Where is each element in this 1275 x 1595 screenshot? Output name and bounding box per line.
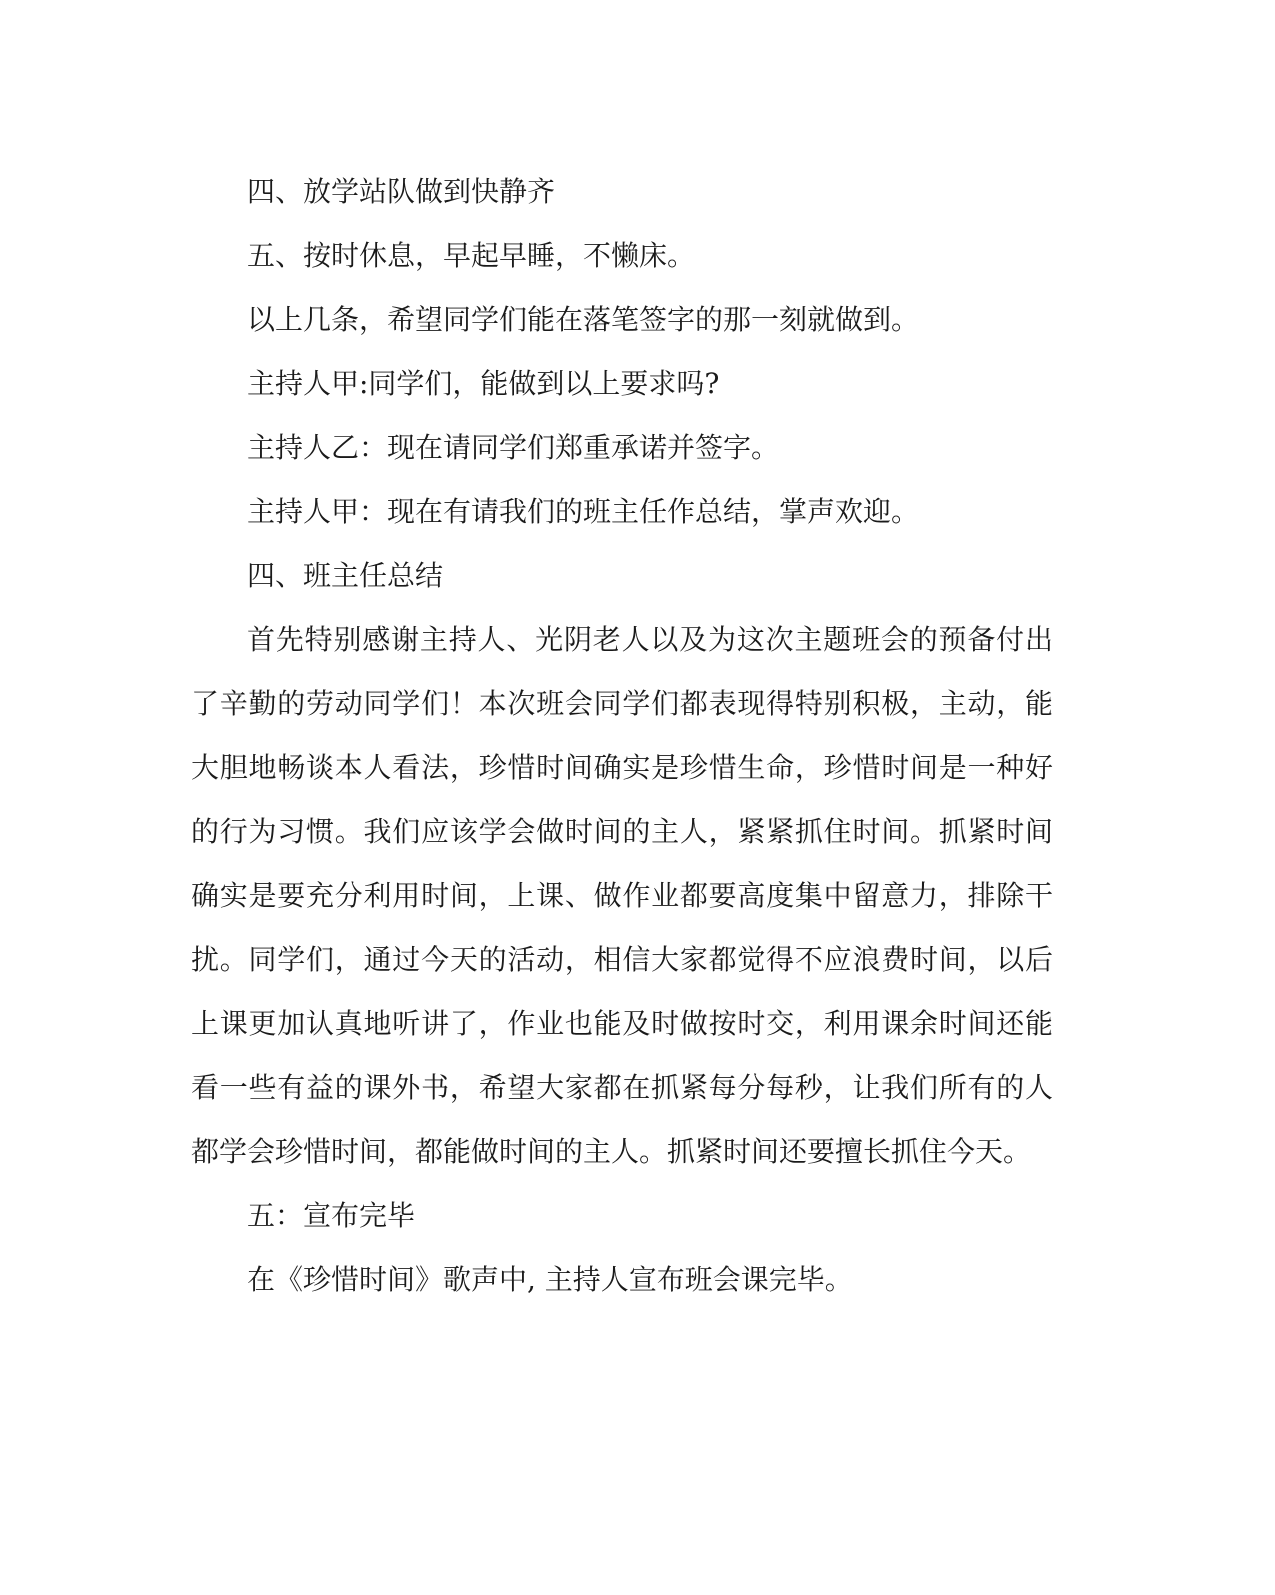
paragraph-host-a-invite: 主持人甲：现在有请我们的班主任作总结，掌声欢迎。	[247, 495, 920, 528]
paragraph-host-b-pledge: 主持人乙：现在请同学们郑重承诺并签字。	[247, 431, 780, 464]
paragraph-sign-pledge-note: 以上几条，希望同学们能在落笔签字的那一刻就做到。	[247, 303, 920, 336]
paragraph-rest-on-time: 五、按时休息，早起早睡，不懒床。	[247, 239, 696, 272]
paragraph-dismissal-lineup: 四、放学站队做到快静齐	[247, 175, 556, 208]
paragraph-teacher-summary: 首先特别感谢主持人、光阴老人以及为这次主题班会的预备付出了辛勤的劳动同学们！本次班会同学们都表现得特别积极，主动，能大胆地畅谈本人看法，珍惜时间确实是珍惜生命，珍惜时间是一种好的行为习惯。我们应该学会做时间的主人，紧紧抓住时间。抓紧时间确实是要充分利用时间，上课、做作业都要高度集中留意力，排除干扰。同学们，通过今天的活动，相信大家都觉得不应浪费时间，以后上课更加认真地听讲了，作业也能及时做按时交，利用课余时间还能看一些有益的课外书，希望大家都在抓紧每分每秒，让我们所有的人都学会珍惜时间，都能做时间的主人。抓紧时间还要擅长抓住今天。	[191, 623, 1053, 1168]
section-heading-closing: 五：宣布完毕	[247, 1199, 416, 1232]
paragraph-closing: 在《珍惜时间》歌声中, 主持人宣布班会课完毕。	[247, 1263, 853, 1296]
document-body	[191, 160, 1053, 1312]
paragraph-host-a-question: 主持人甲:同学们，能做到以上要求吗?	[247, 367, 720, 400]
section-heading-teacher-summary: 四、班主任总结	[247, 559, 444, 592]
